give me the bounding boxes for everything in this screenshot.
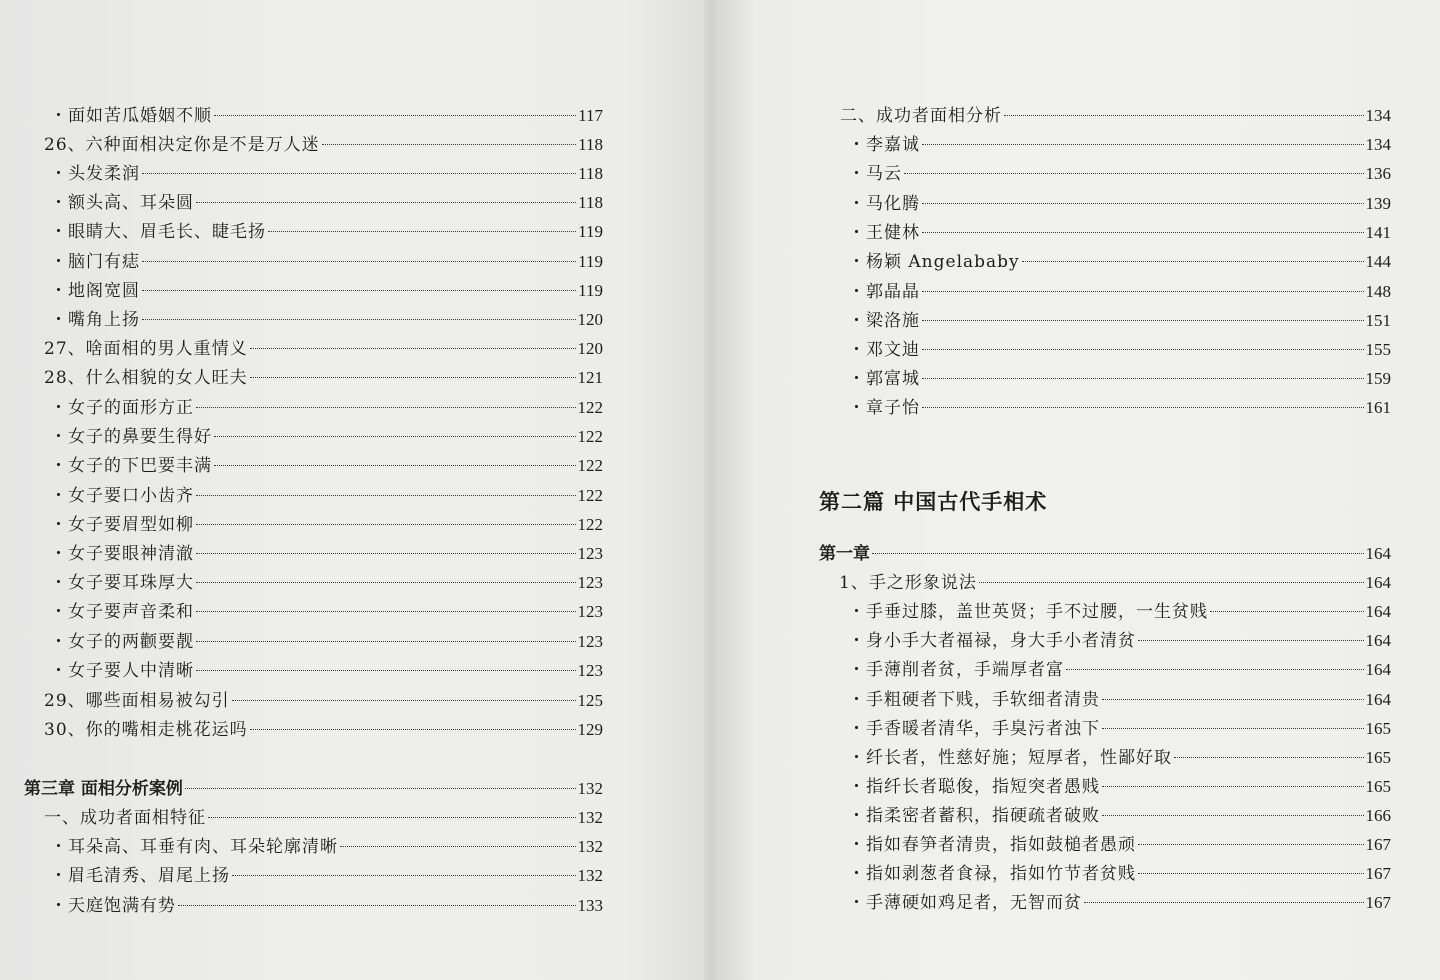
toc-entry-page-number: 123 xyxy=(577,573,603,592)
dot-leader xyxy=(142,261,576,262)
toc-entry-title: ・手薄削者贫，手端厚者富 xyxy=(848,660,1064,680)
toc-entry-page-number: 119 xyxy=(578,252,603,271)
toc-entry-title: ・女子要眼神清澈 xyxy=(50,544,194,564)
toc-entry-page-number: 164 xyxy=(1365,544,1391,563)
dot-leader xyxy=(196,670,576,671)
toc-entry-title: ・马化腾 xyxy=(848,194,920,214)
toc-entry-page-number: 164 xyxy=(1365,573,1391,592)
toc-entry-title: 一、成功者面相特征 xyxy=(44,808,206,828)
toc-entry xyxy=(848,336,1391,364)
toc-entry-title: ・指如春笋者清贵，指如鼓槌者愚顽 xyxy=(848,835,1136,855)
toc-entry-title: ・耳朵高、耳垂有肉、耳朵轮廓清晰 xyxy=(50,837,338,857)
dot-leader xyxy=(214,436,576,437)
toc-entry xyxy=(50,306,603,334)
toc-entry xyxy=(848,190,1391,218)
dot-leader xyxy=(1138,844,1364,845)
toc-entry-page-number: 151 xyxy=(1365,311,1391,330)
dot-leader xyxy=(142,173,576,174)
toc-entry xyxy=(50,160,603,188)
dot-leader xyxy=(1138,873,1364,874)
toc-entry xyxy=(50,628,603,656)
toc-entry xyxy=(44,364,603,392)
dot-leader xyxy=(208,817,576,818)
toc-entry xyxy=(848,394,1391,422)
toc-entry-page-number: 148 xyxy=(1365,282,1391,301)
toc-entry-page-number: 119 xyxy=(578,222,603,241)
toc-entry xyxy=(848,627,1391,655)
toc-entry-title: ・女子要人中清晰 xyxy=(50,661,194,681)
toc-entry-title: ・天庭饱满有势 xyxy=(50,896,176,916)
toc-entry xyxy=(50,892,603,920)
toc-entry xyxy=(848,802,1391,830)
dot-leader xyxy=(250,348,576,349)
toc-entry-page-number: 141 xyxy=(1365,223,1391,242)
toc-entry-title: ・嘴角上扬 xyxy=(50,310,140,330)
toc-entry-title: ・指如剥葱者食禄，指如竹节者贫贱 xyxy=(848,864,1136,884)
toc-entry-title: ・额头高、耳朵圆 xyxy=(50,193,194,213)
toc-entry xyxy=(44,131,603,159)
toc-entry-page-number: 122 xyxy=(577,515,603,534)
toc-entry-title: ・王健林 xyxy=(848,223,920,243)
toc-entry-page-number: 134 xyxy=(1365,135,1391,154)
toc-entry-title: ・头发柔润 xyxy=(50,164,140,184)
toc-entry-page-number: 139 xyxy=(1365,194,1391,213)
toc-entry xyxy=(848,278,1391,306)
toc-entry-title: ・脑门有痣 xyxy=(50,252,140,272)
dot-leader xyxy=(196,407,576,408)
toc-entry-title: ・梁洛施 xyxy=(848,311,920,331)
toc-entry-title: 30、你的嘴相走桃花运吗 xyxy=(44,720,248,740)
toc-entry-title: ・眉毛清秀、眉尾上扬 xyxy=(50,866,230,886)
toc-entry xyxy=(848,248,1391,276)
toc-entry xyxy=(848,860,1391,888)
dot-leader xyxy=(1102,728,1364,729)
dot-leader xyxy=(922,232,1364,233)
toc-entry xyxy=(848,686,1391,714)
dot-leader xyxy=(1174,757,1364,758)
toc-entry-title: ・手粗硬者下贱，手软细者清贵 xyxy=(848,690,1100,710)
toc-entry-page-number: 167 xyxy=(1365,835,1391,854)
toc-entry-page-number: 165 xyxy=(1365,719,1391,738)
toc-chapter-entry xyxy=(819,540,1391,568)
toc-entry-title: ・邓文迪 xyxy=(848,340,920,360)
dot-leader xyxy=(214,115,576,116)
toc-entry-title: ・章子怡 xyxy=(848,398,920,418)
toc-entry-page-number: 120 xyxy=(577,310,603,329)
dot-leader xyxy=(922,144,1364,145)
toc-entry xyxy=(848,598,1391,626)
toc-entry-title: ・杨颖 Angelababy xyxy=(848,252,1020,272)
toc-entry xyxy=(848,131,1391,159)
toc-entry-title: ・女子要眉型如柳 xyxy=(50,515,194,535)
toc-entry-page-number: 120 xyxy=(577,339,603,358)
toc-entry xyxy=(50,277,603,305)
dot-leader xyxy=(322,144,576,145)
toc-entry-title: 27、啥面相的男人重情义 xyxy=(44,339,248,359)
part-title: 第二篇 中国古代手相术 xyxy=(819,490,1048,514)
dot-leader xyxy=(922,320,1364,321)
toc-entry xyxy=(50,657,603,685)
dot-leader xyxy=(250,377,576,378)
right-page xyxy=(712,0,1440,980)
toc-entry-page-number: 123 xyxy=(577,632,603,651)
toc-entry-title: ・手垂过膝，盖世英贤；手不过腰，一生贫贱 xyxy=(848,602,1208,622)
dot-leader xyxy=(142,319,576,320)
toc-entry-title: ・女子的下巴要丰满 xyxy=(50,456,212,476)
toc-entry-page-number: 122 xyxy=(577,486,603,505)
toc-entry-title: ・地阁宽圆 xyxy=(50,281,140,301)
dot-leader xyxy=(232,875,576,876)
toc-entry-title: ・眼睛大、眉毛长、睫毛扬 xyxy=(50,222,266,242)
toc-entry xyxy=(848,889,1391,917)
toc-entry-title: 26、六种面相决定你是不是万人迷 xyxy=(44,135,320,155)
toc-entry xyxy=(848,656,1391,684)
toc-entry xyxy=(50,102,603,130)
toc-entry-title: ・指柔密者蓄积，指硬疏者破败 xyxy=(848,806,1100,826)
toc-entry xyxy=(848,744,1391,772)
dot-leader xyxy=(250,729,576,730)
toc-entry-page-number: 118 xyxy=(578,135,603,154)
toc-entry-page-number: 129 xyxy=(577,720,603,739)
toc-entry xyxy=(848,773,1391,801)
dot-leader xyxy=(196,641,576,642)
dot-leader xyxy=(922,291,1364,292)
toc-entry xyxy=(50,482,603,510)
dot-leader xyxy=(232,700,576,701)
dot-leader xyxy=(979,582,1364,583)
dot-leader xyxy=(268,231,576,232)
toc-entry-page-number: 167 xyxy=(1365,864,1391,883)
toc-entry xyxy=(50,452,603,480)
dot-leader xyxy=(340,846,576,847)
toc-entry-page-number: 164 xyxy=(1365,690,1391,709)
toc-entry-page-number: 121 xyxy=(577,368,603,387)
toc-entry-title: ・郭晶晶 xyxy=(848,282,920,302)
toc-entry-title: ・身小手大者福禄，身大手小者清贫 xyxy=(848,631,1136,651)
toc-entry xyxy=(50,598,603,626)
toc-entry-page-number: 132 xyxy=(577,779,603,798)
toc-entry-title: ・手香暖者清华，手臭污者浊下 xyxy=(848,719,1100,739)
toc-entry-title: ・女子的面形方正 xyxy=(50,398,194,418)
toc-entry-page-number: 125 xyxy=(577,691,603,710)
toc-entry-page-number: 159 xyxy=(1365,369,1391,388)
dot-leader xyxy=(922,203,1364,204)
toc-entry-title: ・女子要口小齿齐 xyxy=(50,486,194,506)
toc-chapter-entry xyxy=(24,775,603,803)
toc-entry xyxy=(50,394,603,422)
dot-leader xyxy=(1066,669,1364,670)
toc-entry-page-number: 161 xyxy=(1365,398,1391,417)
toc-entry-title: ・面如苦瓜婚姻不顺 xyxy=(50,106,212,126)
dot-leader xyxy=(142,290,576,291)
toc-entry xyxy=(840,102,1391,130)
toc-entry-title: ・女子要耳珠厚大 xyxy=(50,573,194,593)
dot-leader xyxy=(922,378,1364,379)
toc-entry-title: ・马云 xyxy=(848,164,902,184)
toc-entry xyxy=(44,335,603,363)
dot-leader xyxy=(1022,261,1364,262)
toc-entry-title: ・指纤长者聪俊，指短突者愚贱 xyxy=(848,777,1100,797)
toc-entry-page-number: 134 xyxy=(1365,106,1391,125)
toc-entry-page-number: 144 xyxy=(1365,252,1391,271)
toc-entry-title: 第一章 xyxy=(819,544,870,564)
dot-leader xyxy=(1004,115,1364,116)
toc-entry xyxy=(50,189,603,217)
dot-leader xyxy=(185,788,576,789)
toc-entry-title: ・纤长者，性慈好施；短厚者，性鄙好取 xyxy=(848,748,1172,768)
toc-entry-title: 28、什么相貌的女人旺夫 xyxy=(44,368,248,388)
toc-entry xyxy=(848,365,1391,393)
toc-entry-page-number: 164 xyxy=(1365,631,1391,650)
toc-entry-title: 第三章 面相分析案例 xyxy=(24,779,183,799)
toc-entry-page-number: 117 xyxy=(578,106,603,125)
toc-entry-page-number: 136 xyxy=(1365,164,1391,183)
dot-leader xyxy=(196,202,576,203)
dot-leader xyxy=(196,524,576,525)
toc-entry xyxy=(44,687,603,715)
dot-leader xyxy=(196,553,576,554)
toc-entry-page-number: 132 xyxy=(577,837,603,856)
toc-entry-page-number: 122 xyxy=(577,398,603,417)
dot-leader xyxy=(1102,786,1364,787)
toc-entry xyxy=(50,569,603,597)
toc-entry-page-number: 165 xyxy=(1365,748,1391,767)
dot-leader xyxy=(922,349,1364,350)
toc-entry-title: ・手薄硬如鸡足者，无智而贫 xyxy=(848,893,1082,913)
toc-entry xyxy=(50,862,603,890)
toc-entry-page-number: 118 xyxy=(578,164,603,183)
toc-entry-title: ・李嘉诚 xyxy=(848,135,920,155)
dot-leader xyxy=(196,582,576,583)
toc-entry-title: ・女子的鼻要生得好 xyxy=(50,427,212,447)
toc-entry-page-number: 166 xyxy=(1365,806,1391,825)
toc-entry xyxy=(50,248,603,276)
dot-leader xyxy=(196,495,576,496)
toc-entry xyxy=(50,833,603,861)
toc-entry xyxy=(848,831,1391,859)
toc-entry-page-number: 155 xyxy=(1365,340,1391,359)
toc-entry-page-number: 133 xyxy=(577,896,603,915)
toc-entry xyxy=(848,715,1391,743)
left-page xyxy=(0,0,712,980)
toc-entry xyxy=(50,423,603,451)
dot-leader xyxy=(1102,815,1364,816)
dot-leader xyxy=(214,465,576,466)
toc-entry xyxy=(50,540,603,568)
toc-entry-page-number: 132 xyxy=(577,866,603,885)
toc-entry-title: ・女子的两颧要靓 xyxy=(50,632,194,652)
toc-entry xyxy=(44,716,603,744)
toc-entry-page-number: 118 xyxy=(578,193,603,212)
toc-entry-page-number: 119 xyxy=(578,281,603,300)
toc-entry xyxy=(848,160,1391,188)
toc-entry-page-number: 164 xyxy=(1365,602,1391,621)
toc-entry-page-number: 164 xyxy=(1365,660,1391,679)
toc-entry-page-number: 122 xyxy=(577,456,603,475)
toc-entry xyxy=(50,511,603,539)
dot-leader xyxy=(178,905,576,906)
toc-entry xyxy=(848,307,1391,335)
toc-entry-page-number: 132 xyxy=(577,808,603,827)
dot-leader xyxy=(922,407,1364,408)
toc-entry xyxy=(50,218,603,246)
toc-entry xyxy=(839,569,1391,597)
toc-entry-page-number: 167 xyxy=(1365,893,1391,912)
toc-entry-page-number: 165 xyxy=(1365,777,1391,796)
toc-entry-title: 29、哪些面相易被勾引 xyxy=(44,691,230,711)
toc-entry-title: ・女子要声音柔和 xyxy=(50,602,194,622)
dot-leader xyxy=(196,611,576,612)
toc-entry-page-number: 122 xyxy=(577,427,603,446)
dot-leader xyxy=(1084,902,1364,903)
toc-entry-title: 二、成功者面相分析 xyxy=(840,106,1002,126)
toc-entry xyxy=(848,219,1391,247)
toc-entry xyxy=(44,804,603,832)
dot-leader xyxy=(1138,640,1364,641)
dot-leader xyxy=(872,553,1364,554)
dot-leader xyxy=(1210,611,1364,612)
dot-leader xyxy=(1102,699,1364,700)
toc-entry-title: ・郭富城 xyxy=(848,369,920,389)
toc-entry-page-number: 123 xyxy=(577,602,603,621)
toc-entry-title: 1、手之形象说法 xyxy=(839,573,977,593)
toc-entry-page-number: 123 xyxy=(577,661,603,680)
dot-leader xyxy=(904,173,1364,174)
book-gutter xyxy=(704,0,720,980)
toc-entry-page-number: 123 xyxy=(577,544,603,563)
